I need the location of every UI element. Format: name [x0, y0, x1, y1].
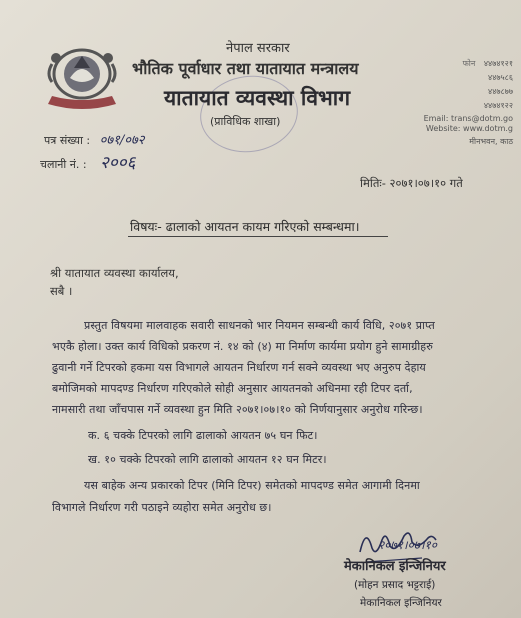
- signatory-name: (मोहन प्रसाद भट्टराई): [354, 579, 436, 591]
- date-row: [360, 176, 463, 191]
- contact-website: Website: www.dotm.g: [425, 124, 513, 133]
- letter-number-row: [44, 130, 145, 148]
- addressee-all: सबै ।: [50, 284, 73, 298]
- contact-email: Email: trans@dotm.go: [423, 114, 513, 123]
- date-label: मितिः-: [360, 176, 386, 190]
- addressee-office: श्री यातायात व्यवस्था कार्यालय,: [50, 266, 179, 280]
- closing-line: विभागले निर्धारण गरी पठाइने व्यहोरा समेत अनुरोध छ।: [52, 501, 272, 514]
- letterhead-ministry: भौतिक पूर्वाधार तथा यातायात मन्त्रालय: [132, 59, 359, 78]
- subject-line: [130, 218, 359, 235]
- subject-label: विषयः-: [130, 219, 162, 234]
- letterhead-government: नेपाल सरकार: [226, 41, 290, 56]
- phone-number: ४४७४१२१: [483, 59, 513, 68]
- list-item: ख. १० चक्के टिपरको लागि ढालाको आयतन १२ घन मिटर।: [88, 453, 327, 466]
- contact-phone-4: ४४७४१२२: [483, 101, 513, 110]
- letter-number-label: पत्र संख्या :: [44, 134, 91, 147]
- subject-text: ढालाको आयतन कायम गरिएको सम्बन्धमा।: [165, 219, 360, 234]
- closing-line: यस बाहेक अन्य प्रकारको टिपर (मिनि टिपर) समेतको मापदण्ड समेत आगामी दिनमा: [84, 479, 420, 492]
- subject-underline: [128, 236, 388, 237]
- body-line: भएकै होला। उक्त कार्य विधिको प्रकरण नं. १४ को (४) मा निर्माण कार्यमा प्रयोग हुने सामाग्रीहरु: [52, 340, 433, 353]
- dispatch-number-row: [40, 150, 135, 173]
- body-line: बमोजिमको मापदण्ड निर्धारण गरिएकोले सोही अनुसार आयतनको अधिनमा रही टिपर दर्ता,: [52, 382, 413, 395]
- body-line: प्रस्तुत विषयमा मालवाहक सवारी साधनको भार नियमन सम्बन्धी कार्य विधि, २०७१ प्राप्त: [84, 319, 435, 332]
- list-item: क. ६ चक्के टिपरको लागि ढालाको आयतन ७५ घन फिट।: [88, 429, 318, 442]
- body-line: नामसारी तथा जाँचपास गर्ने व्यवस्था हुन मिति २०७१।०७।१० को निर्णयानुसार अनुरोध गरिन्छ।: [52, 403, 423, 416]
- date-value: २०७१।०७।१० गते: [389, 176, 463, 190]
- dispatch-number-value: २००६: [100, 153, 136, 173]
- signatory-designation: मेकानिकल इन्जिनियर: [360, 597, 442, 609]
- contact-phone-2: ४४७५८६: [488, 73, 513, 82]
- letterhead-department: यातायात व्यवस्था विभाग: [164, 86, 351, 110]
- signature-date: २०७१।०७।१०: [378, 538, 438, 552]
- phone-label: फोन: [462, 59, 476, 68]
- letterhead-section: (प्राविधिक शाखा): [210, 115, 281, 128]
- contact-phone-3: ४४७८७७: [488, 87, 513, 96]
- signature-stamp-title: मेकानिकल इन्जिनियर: [344, 559, 446, 574]
- contact-location: मीनभवन, काठ: [469, 137, 513, 146]
- dispatch-number-label: चलानी नं. :: [40, 158, 87, 171]
- body-line: ढुवानी गर्ने टिपरको हकमा यस विभागले आयतन निर्धारण गर्न सक्ने व्यवस्था भए अनुरुप देहाय: [52, 361, 426, 374]
- nepal-emblem-icon: [38, 34, 126, 114]
- contact-phone-1: [463, 58, 513, 69]
- letter-number-value: ०७१/०७२: [99, 133, 145, 148]
